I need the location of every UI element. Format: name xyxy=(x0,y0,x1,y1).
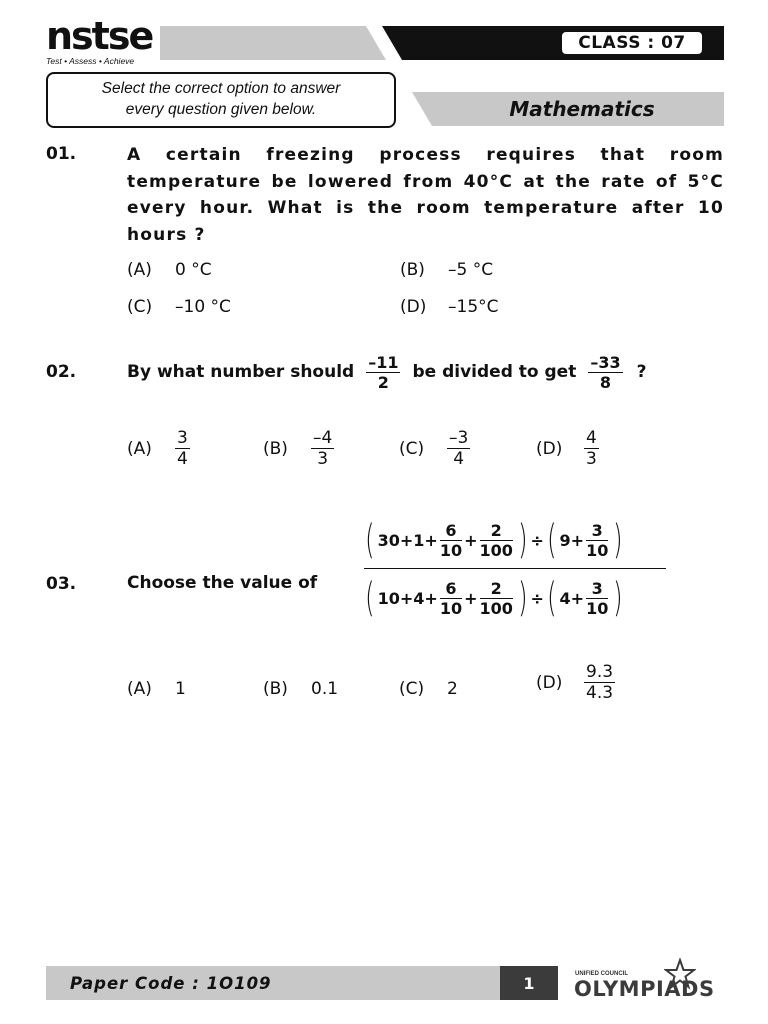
nstse-logo: nstse xyxy=(46,14,153,58)
denominator: 8 xyxy=(599,372,612,392)
denominator: 2 xyxy=(377,372,389,392)
option-label: (D) xyxy=(400,297,427,317)
fraction: 3 10 xyxy=(586,578,609,618)
option-label: (D) xyxy=(536,672,563,693)
option-d xyxy=(536,662,615,703)
option-label: (A) xyxy=(127,679,152,699)
option-value: –15°C xyxy=(448,297,499,317)
option-label: (B) xyxy=(400,260,425,280)
question-number: 02. xyxy=(46,362,77,382)
option-label: (A) xyxy=(127,260,152,280)
option-value: –10 °C xyxy=(175,297,231,317)
option-c xyxy=(399,679,458,699)
numerator: 3 xyxy=(177,428,188,448)
expression-term: 4+ xyxy=(559,588,585,608)
fraction: 6 10 xyxy=(439,520,463,560)
logo-tagline: Test • Assess • Achieve xyxy=(46,56,135,66)
numerator: –33 xyxy=(590,352,621,372)
option-label: (D) xyxy=(536,438,563,459)
denominator: 4.3 xyxy=(586,683,614,703)
option-value: 0.1 xyxy=(311,679,339,699)
option-label: (B) xyxy=(263,438,288,459)
denominator: 4 xyxy=(453,449,465,469)
expression-denominator: ( 10+4+ 6 10 + 2 100 ) ÷ ( 4+ 3 10 ) xyxy=(365,575,623,621)
page-number: 1 xyxy=(500,966,558,1000)
option-fraction xyxy=(584,662,615,703)
denominator: 3 xyxy=(317,449,329,469)
option-a xyxy=(127,260,212,280)
class-label: CLASS : 07 xyxy=(560,30,704,56)
divide-sign: ÷ xyxy=(530,588,544,608)
divide-sign: ÷ xyxy=(530,530,544,550)
option-value: 0 °C xyxy=(175,260,212,280)
option-d xyxy=(400,297,499,317)
fraction: 6 10 xyxy=(439,578,463,618)
numerator: 9.3 xyxy=(586,662,614,682)
fraction xyxy=(588,353,622,392)
option-label: (A) xyxy=(127,438,152,459)
fraction: 2 100 xyxy=(479,520,513,560)
option-label: (B) xyxy=(263,679,288,699)
instruction-line-1: Select the correct option to answer xyxy=(101,80,341,97)
denominator: 3 xyxy=(586,449,597,469)
numerator: 4 xyxy=(586,428,597,448)
option-value: 1 xyxy=(175,679,186,699)
question-text: Choose the value of xyxy=(127,573,318,593)
compound-fraction-expression xyxy=(362,512,668,627)
option-d xyxy=(536,428,599,469)
option-label: (C) xyxy=(399,679,425,699)
option-label: (C) xyxy=(399,438,425,459)
expression-term: 9+ xyxy=(559,530,585,550)
option-fraction xyxy=(447,428,470,469)
instruction-box xyxy=(46,72,396,128)
option-b xyxy=(263,428,334,469)
expression-term: 10+4+ xyxy=(377,588,438,608)
header-grey-band xyxy=(160,26,386,60)
option-label: (C) xyxy=(127,297,153,317)
question-text-part: ? xyxy=(636,362,647,382)
option-fraction xyxy=(311,428,334,469)
option-b xyxy=(400,260,493,280)
option-fraction xyxy=(584,428,599,469)
unified-council-text: UNIFIED COUNCIL xyxy=(575,971,628,977)
numerator: –11 xyxy=(368,352,399,372)
question-number: 03. xyxy=(46,574,77,594)
olympiads-logo: OLYMPIADS xyxy=(574,977,715,1001)
option-value: 2 xyxy=(447,679,458,699)
paper-code: Paper Code : 1O109 xyxy=(70,973,272,993)
instruction-line-2: every question given below. xyxy=(125,101,317,118)
numerator: –3 xyxy=(449,428,469,448)
denominator: 4 xyxy=(177,449,188,469)
option-a xyxy=(127,428,190,469)
option-c xyxy=(399,428,470,469)
question-number: 01. xyxy=(46,144,77,164)
option-fraction xyxy=(175,428,190,469)
fraction xyxy=(366,353,400,392)
fraction: 2 100 xyxy=(479,578,513,618)
star-icon xyxy=(664,958,696,990)
numerator: –4 xyxy=(313,428,333,448)
option-b xyxy=(263,679,338,699)
question-text: A certain freezing process requires that room temperature be lowered from 40°C at the rate of 5°C every hour. What is the room temperature after 10 hours ? xyxy=(127,145,724,245)
option-value: –5 °C xyxy=(448,260,494,280)
expression-numerator: ( 30+1+ 6 10 + 2 100 ) ÷ ( 9+ 3 10 ) xyxy=(365,517,623,563)
fraction: 3 10 xyxy=(586,520,609,560)
option-c xyxy=(127,297,231,317)
option-a xyxy=(127,679,186,699)
question-text-part: be divided to get xyxy=(412,362,577,382)
question-text-part: By what number should xyxy=(127,362,355,382)
question-text xyxy=(127,344,727,400)
subject-title: Mathematics xyxy=(509,97,655,121)
expression-term: 30+1+ xyxy=(377,530,438,550)
